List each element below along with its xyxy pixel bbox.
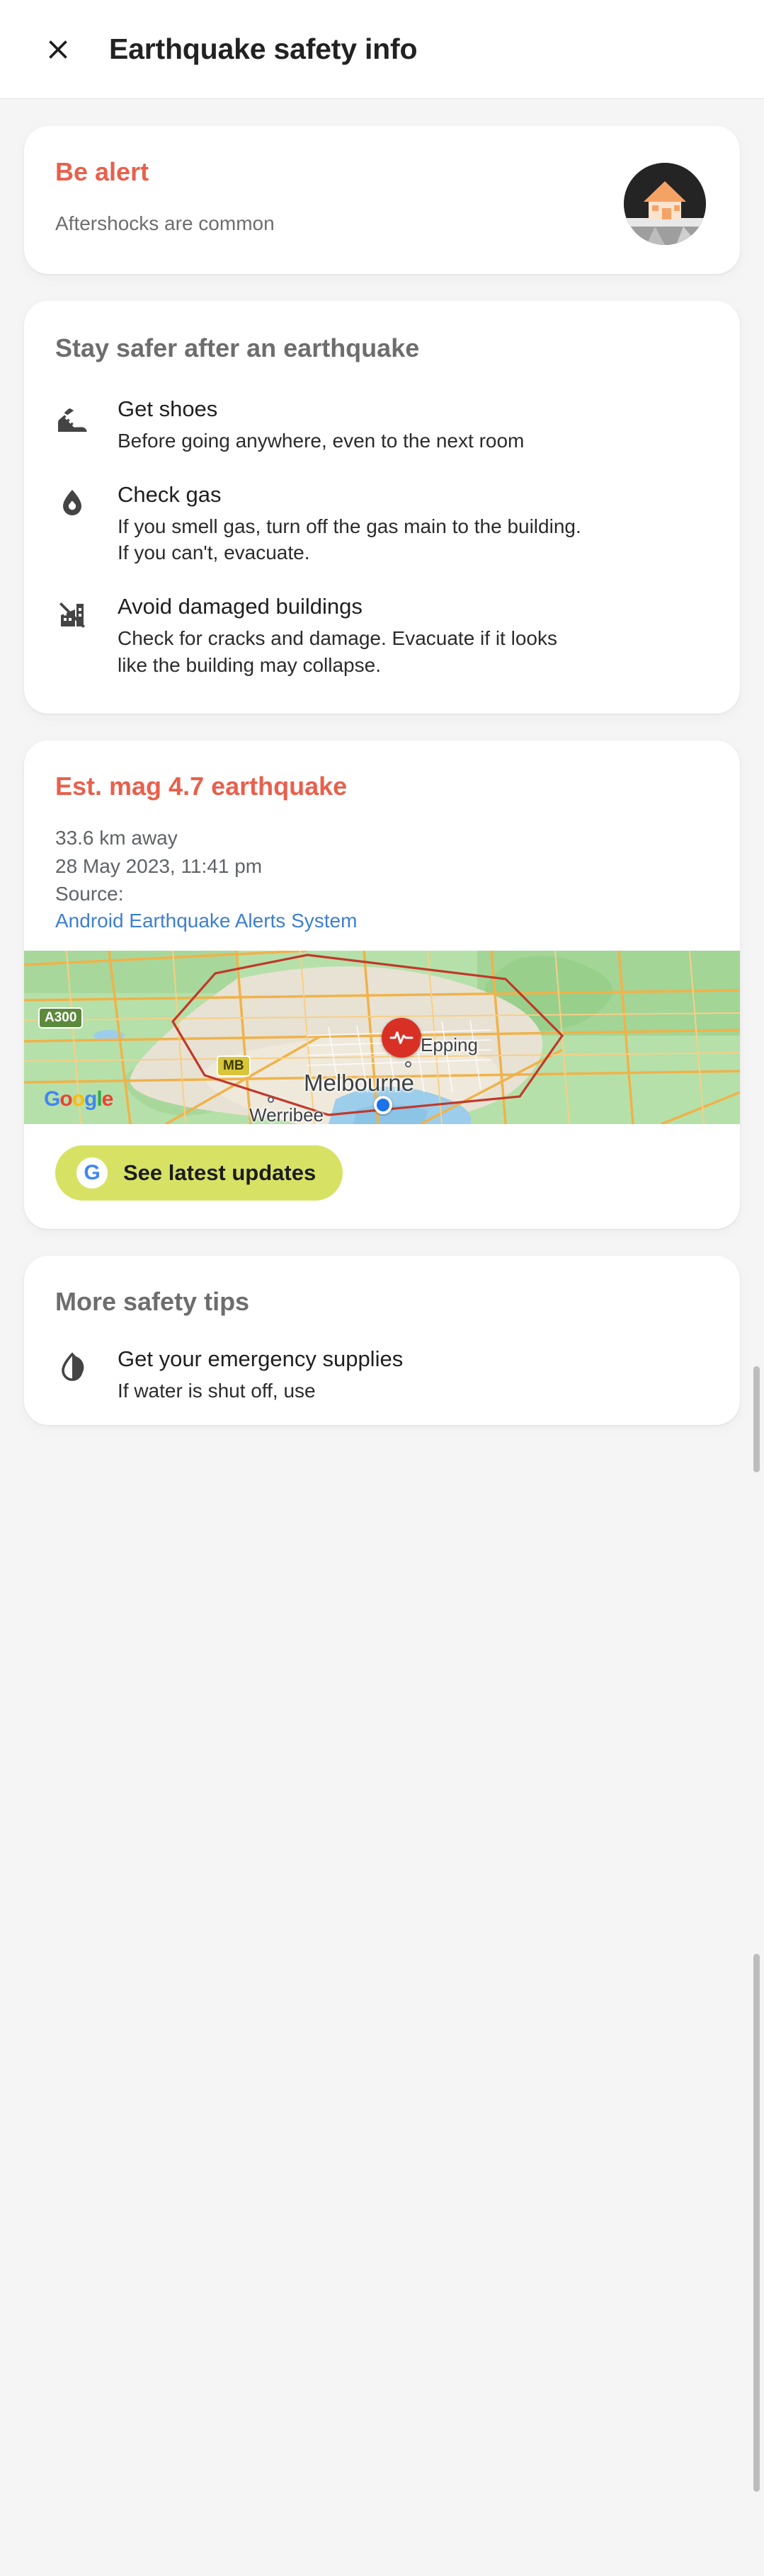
scrollbar-thumb[interactable] [753,1366,760,1472]
shoe-icon [55,396,96,454]
water-drop-half-icon [55,1346,96,1404]
more-safety-tips-title: More safety tips [55,1287,250,1317]
tip-heading: Get your emergency supplies [118,1346,404,1372]
be-alert-subtitle: Aftershocks are common [55,212,275,234]
page-title: Earthquake safety info [109,33,418,65]
blue-dot-icon [374,1096,392,1114]
be-alert-title: Be alert [55,157,149,186]
tip-row [55,1346,709,1404]
earthquake-datetime: 28 May 2023, 11:41 pm [55,854,263,877]
house-on-cracked-ground-illustration [624,163,706,245]
highway-shield-a300: A300 [38,1007,83,1029]
earthquake-source-link[interactable]: Android Earthquake Alerts System [55,910,358,932]
see-latest-updates-button[interactable] [55,1145,343,1201]
more-safety-tips-card [24,1256,740,1425]
tip-heading: Avoid damaged buildings [118,594,363,619]
earthquake-distance: 33.6 km away [55,826,178,849]
map-label-epping: Epping [421,1034,478,1056]
map-label-werribee: Werribee [249,1104,324,1125]
tip-row [55,482,709,566]
tip-row [55,594,709,677]
see-latest-updates-label: See latest updates [123,1160,317,1186]
be-alert-card [24,126,740,274]
earthquake-source-label: Source: [55,883,124,905]
google-g-icon: G [76,1157,108,1189]
app-header [0,0,764,99]
damaged-building-icon [55,594,96,677]
close-button[interactable] [37,28,79,71]
highway-shield-mb: MB [217,1055,251,1077]
tip-text: Check for cracks and damage. Evacuate if it looks like the building may collapse. [118,627,557,676]
tip-text: If you smell gas, turn off the gas main to the building. If you can't, evacuate. [118,515,581,564]
tip-text: If water is shut off, use [118,1380,316,1402]
tip-heading: Get shoes [118,396,218,421]
earthquake-pulse-icon [382,1018,421,1058]
close-icon [42,34,74,65]
earthquake-map[interactable] [24,951,740,1124]
earthquake-magnitude-title: Est. mag 4.7 earthquake [55,771,348,801]
stay-safer-title: Stay safer after an earthquake [55,333,420,362]
scrollbar-track-lower[interactable] [753,1954,760,2492]
tip-row [55,396,709,454]
content-scroll-area[interactable] [0,126,764,1425]
earthquake-detail-card [24,740,740,1229]
stay-safer-card [24,301,740,714]
gas-drop-icon [55,482,96,566]
map-label-melbourne: Melbourne [304,1070,414,1097]
tip-heading: Check gas [118,481,222,507]
tip-text: Before going anywhere, even to the next room [118,429,525,452]
google-logo: Google [44,1087,113,1111]
